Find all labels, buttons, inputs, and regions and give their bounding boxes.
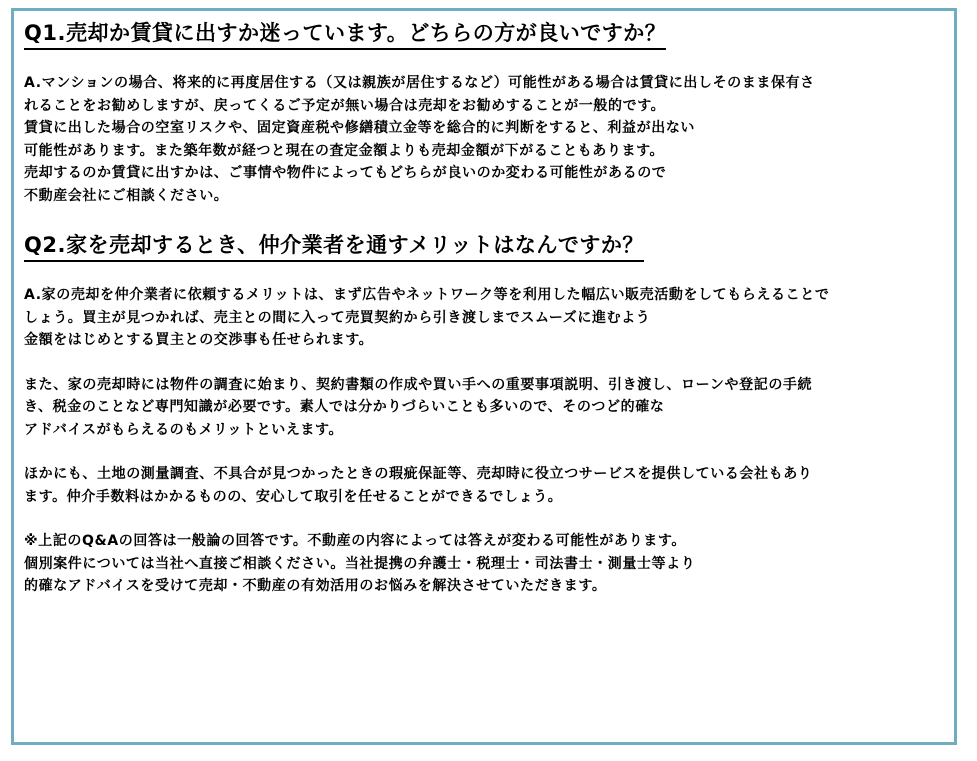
q2-answer-line: ほかにも、土地の測量調査、不具合が見つかったときの瑕疵保証等、売却時に役立つサービスを提供している会社もあり (24, 466, 813, 482)
faq-frame (11, 8, 957, 745)
q2-answer-line: ます。仲介手数料はかかるものの、安心して取引を任せることができるでしょう。 (24, 488, 563, 505)
q1-title: Q1.売却か賃貸に出すか迷っています。どちらの方が良いですか？ (24, 19, 666, 50)
q2-answer-paragraph-2 (24, 374, 949, 442)
q2-title: Q2.家を売却するとき、仲介業者を通すメリットはなんですか？ (24, 231, 644, 262)
q1-answer-line: 賃貸に出した場合の空室リスクや、固定資産税や修繕積立金等を総合的に判断をすると、利益が出ない (24, 120, 696, 136)
q1-answer-line: 売却するのか賃貸に出すかは、ご事情や物件によってもどちらが良いのか変わる可能性があるので (24, 165, 667, 181)
disclaimer-note (24, 530, 949, 598)
q1-answer-line: れることをお勧めしますが、戻ってくるご予定が無い場合は売却をお勧めすることが一般的です。 (24, 97, 666, 114)
note-line: ※上記のQ&Aの回答は一般論の回答です。不動産の内容によっては答えが変わる可能性があります。 (24, 533, 686, 549)
q1-answer (24, 72, 949, 207)
q2-answer-line: しょう。買主が見つかれば、売主との間に入って売買契約から引き渡しまでスムーズに進むよう (24, 309, 651, 326)
q1-answer-line: 可能性があります。また築年数が経つと現在の査定金額よりも売却金額が下がることもあります。 (24, 142, 665, 159)
q1-answer-line: 不動産会社にご相談ください。 (24, 187, 229, 204)
q2-answer-line: 金額をはじめとする買主との交渉事も任せられます。 (24, 332, 374, 348)
q2-answer-paragraph-3 (24, 463, 949, 508)
q2-answer-line: また、家の売却時には物件の調査に始まり、契約書類の作成や買い手への重要事項説明、引き渡し、ローンや登記の手続 (24, 376, 813, 393)
q1-answer-line: A.マンションの場合、将来的に再度居住する（又は親族が居住するなど）可能性がある場合は賃貸に出しそのまま保有さ (24, 75, 815, 91)
q2-answer-line: アドバイスがもらえるのもメリットといえます。 (24, 421, 344, 438)
q2-answer-line: き、税金のことなど専門知識が必要です。素人では分かりづらいことも多いので、そのつど的確な (24, 399, 665, 415)
q2-answer-line: A.家の売却を仲介業者に依頼するメリットは、まず広告やネットワーク等を利用した幅広い販売活動をしてもらえることで (24, 287, 830, 303)
note-line: 的確なアドバイスを受けて売却・不動産の有効活用のお悩みを解決させていただきます。 (24, 578, 607, 594)
q2-answer-paragraph-1 (24, 284, 949, 352)
faq-content (24, 19, 949, 598)
note-line: 個別案件については当社へ直接ご相談ください。当社提携の弁護士・税理士・司法書士・測量士等より (24, 555, 696, 572)
